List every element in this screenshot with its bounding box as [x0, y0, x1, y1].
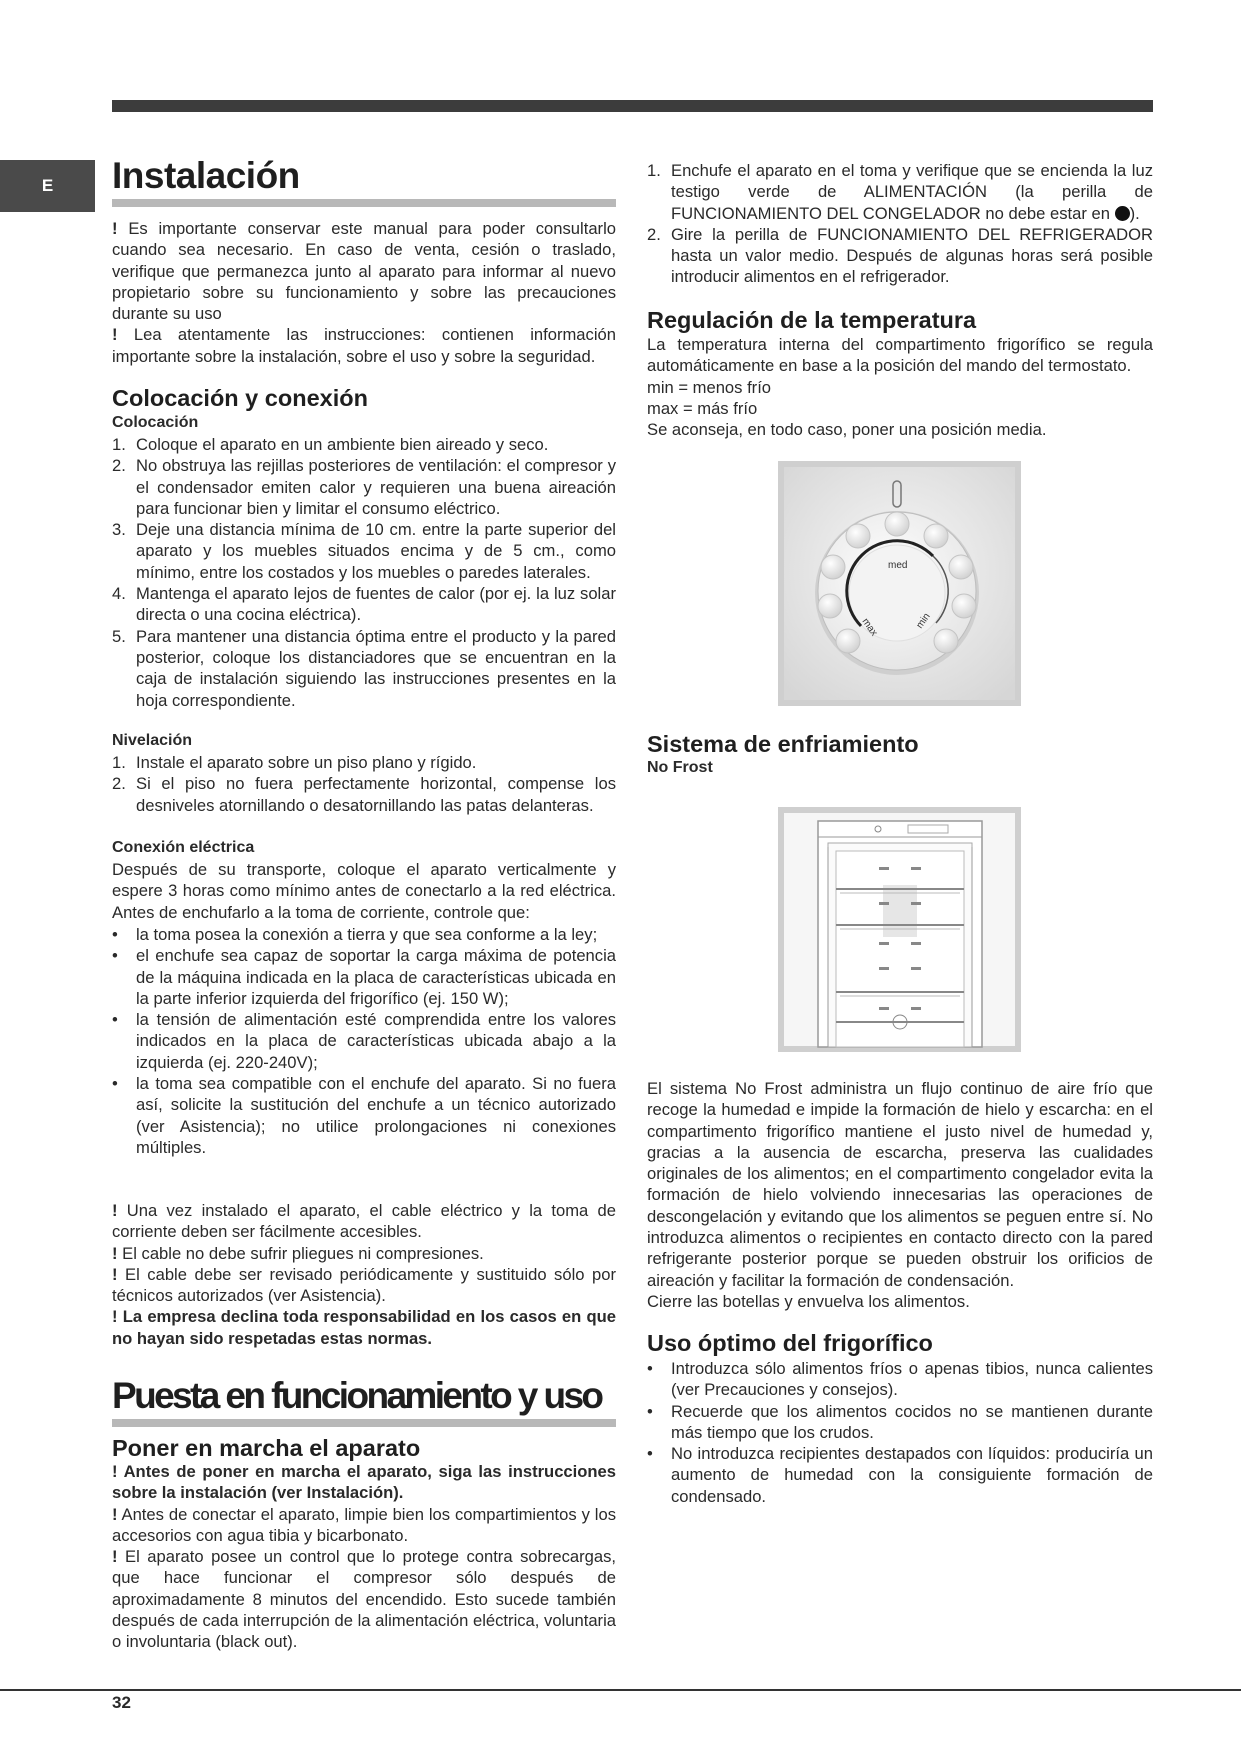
- cooling-title: Sistema de enfriamiento: [647, 731, 919, 757]
- installation-title: Instalación: [112, 155, 616, 207]
- start-note: ! El aparato posee un control que lo protege contra sobrecargas, que hace funcionar el compresor sólo después de aproximadamente 8 minutos del encendido. Esto sucede también después de cada interrupción de la alimentación eléctrica, voluntaria o involuntaria (black out).: [112, 1547, 616, 1652]
- start-warning: ! Antes de poner en marcha el aparato, siga las instrucciones sobre la instalación (ver Instalación).: [112, 1462, 616, 1503]
- warning-note: ! La empresa declina toda responsabilidad en los casos en que no hayan sido respetadas estas normas.: [112, 1307, 616, 1348]
- top-rule: [112, 100, 1153, 112]
- list-item: • Introduzca sólo alimentos fríos o apenas tibios, nunca calientes (ver Precauciones y consejos).: [647, 1359, 1153, 1400]
- startup-title: Puesta en funcionamiento y uso: [112, 1375, 616, 1427]
- list-item: 2. Si el piso no fuera perfectamente horizontal, compense los desniveles atornillando o desatornillando las patas delanteras.: [112, 774, 616, 815]
- note: ! El cable no debe sufrir pliegues ni compresiones.: [112, 1243, 484, 1263]
- leveling-list: [112, 752, 616, 816]
- usage-title: Uso óptimo del frigorífico: [647, 1330, 933, 1356]
- temp-max: max = más frío: [647, 398, 758, 418]
- electric-intro: Después de su transporte, coloque el aparato verticalmente y espere 3 horas como mínimo antes de conectarlo a la red eléctrica. Antes de enchufarlo a la toma de corriente, controle que:: [112, 860, 616, 922]
- list-item: • Recuerde que los alimentos cocidos no se mantienen durante más tiempo que los crudos.: [647, 1401, 1153, 1442]
- list-item: • No introduzca recipientes destapados con líquidos: produciría un aumento de humedad con la consiguiente formación de condensado.: [647, 1444, 1153, 1506]
- placement-title: Colocación y conexión: [112, 385, 368, 411]
- startup-steps: [647, 160, 1153, 288]
- cooling-paragraph: El sistema No Frost administra un flujo continuo de aire frío que recoge la humedad e impide la formación de hielo y escarcha: en el compartimento frigorífico mantiene el justo nivel de humedad y, gracias a la ausencia de escarcha, preserva las cualidades originales de los alimentos; en el compartimento congelador evita la formación de hielo volviendo innecesarias las operaciones de descongelación y evitando que los alimentos se peguen entre sí. No introduzca alimentos o recipientes en contacto directo con la pared refrigerante posterior porque se pueden obstruir los orificios de aireación y facilitar la formación de condensación.: [647, 1079, 1153, 1290]
- list-item: 1. Coloque el aparato en un ambiente bien aireado y seco.: [112, 435, 549, 454]
- fridge-interior-illustration: [778, 807, 1021, 1052]
- temperature-title: Regulación de la temperatura: [647, 307, 977, 333]
- dial-label-med: med: [888, 560, 908, 571]
- usage-list: [647, 1358, 1153, 1507]
- fridge-interior-figure: [778, 807, 1021, 1052]
- note: ! Una vez instalado el aparato, el cable eléctrico y la toma de corriente deben ser fácilmente accesibles.: [112, 1201, 616, 1242]
- placement-list: [112, 434, 616, 711]
- list-item: • la toma posea la conexión a tierra y que sea conforme a la ley;: [112, 925, 598, 944]
- note: ! El cable debe ser revisado periódicamente y sustituido sólo por técnicos autorizados (ver Asistencia).: [112, 1264, 616, 1306]
- cooling-subtitle: No Frost: [647, 759, 713, 776]
- electric-list: [112, 924, 616, 1158]
- electric-subtitle: Conexión eléctrica: [112, 839, 255, 856]
- intro-paragraph-2: ! Lea atentamente las instrucciones: contienen información importante sobre la instalación, sobre el uso y sobre la seguridad.: [112, 325, 616, 366]
- list-item: • la toma sea compatible con el enchufe del aparato. Si no fuera así, solicite la sustitución del enchufe a un técnico autorizado (ver Asistencia); no utilice prolongaciones ni conexiones múltiples.: [112, 1074, 616, 1157]
- footer-rule: [0, 1689, 1241, 1691]
- list-item: 1. Instale el aparato sobre un piso plano y rígido.: [112, 753, 477, 772]
- list-item: 4. Mantenga el aparato lejos de fuentes de calor (por ej. la luz solar directa o una cocina eléctrica).: [112, 584, 616, 625]
- temp-min: min = menos frío: [647, 377, 772, 397]
- cooling-text: [647, 1078, 1153, 1312]
- list-item: • la tensión de alimentación esté comprendida entre los valores indicados en la placa de características ubicada abajo a la izquierda (ej. 220-240V);: [112, 1010, 616, 1072]
- installation-intro: [112, 218, 616, 367]
- off-position-icon: [1115, 206, 1130, 221]
- list-item: 2. No obstruya las rejillas posteriores de ventilación: el compresor y el condensador emiten calor y requieren una buena aireación para funcionar bien y limitar el consumo eléctrico.: [112, 456, 616, 518]
- list-item: 1. Enchufe el aparato en el toma y verifique que se encienda la luz testigo verde de ALIMENTACIÓN (la perilla de FUNCIONAMIENTO DEL CONGELADOR no debe estar en ).: [647, 161, 1153, 223]
- list-item: 2. Gire la perilla de FUNCIONAMIENTO DEL REFRIGERADOR hasta un valor medio. Después de algunas horas será posible introducir alimentos en el refrigerador.: [647, 224, 1153, 287]
- intro-paragraph-1: ! Es importante conservar este manual para poder consultarlo cuando sea necesario. En caso de venta, cesión o traslado, verifique que permanezca junto al aparato para informar al nuevo propietario sobre su funcionamiento y sobre las precauciones durante su uso: [112, 219, 616, 324]
- page-number: 32: [112, 1693, 131, 1712]
- placement-subtitle: Colocación: [112, 414, 199, 431]
- language-tab: E: [0, 160, 95, 212]
- start-title: Poner en marcha el aparato: [112, 1435, 421, 1461]
- installation-notes: [112, 1200, 616, 1349]
- thermostat-dial-illustration: [778, 461, 1021, 706]
- start-note: ! Antes de conectar el aparato, limpie bien los compartimientos y los accesorios con agua tibia y bicarbonato.: [112, 1504, 616, 1545]
- leveling-subtitle: Nivelación: [112, 732, 193, 749]
- cooling-close: Cierre las botellas y envuelva los alimentos.: [647, 1291, 970, 1311]
- list-item: • el enchufe sea capaz de soportar la carga máxima de potencia de la máquina indicada en la placa de características ubicada en la parte inferior izquierda del frigorífico (ej. 150 W);: [112, 946, 616, 1008]
- list-item: 5. Para mantener una distancia óptima entre el producto y la pared posterior, coloque los distanciadores que se encuentran en la caja de instalación siguiendo las instrucciones presentes en la hoja correspondiente.: [112, 626, 616, 710]
- temperature-paragraph: La temperatura interna del compartimento frigorífico se regula automáticamente en base a la posición del mando del termostato.: [647, 335, 1153, 376]
- list-item: 3. Deje una distancia mínima de 10 cm. entre la parte superior del aparato y los muebles situados encima y de 5 cm., como mínimo, entre los costados y los muebles o paredes laterales.: [112, 520, 616, 582]
- thermostat-dial-figure: [778, 461, 1021, 706]
- start-text: [112, 1461, 616, 1653]
- temperature-text: [647, 334, 1153, 440]
- dial-label-max: max: [859, 616, 880, 639]
- temp-advice: Se aconseja, en todo caso, poner una posición media.: [647, 420, 1047, 440]
- dial-label-min: min: [914, 611, 933, 631]
